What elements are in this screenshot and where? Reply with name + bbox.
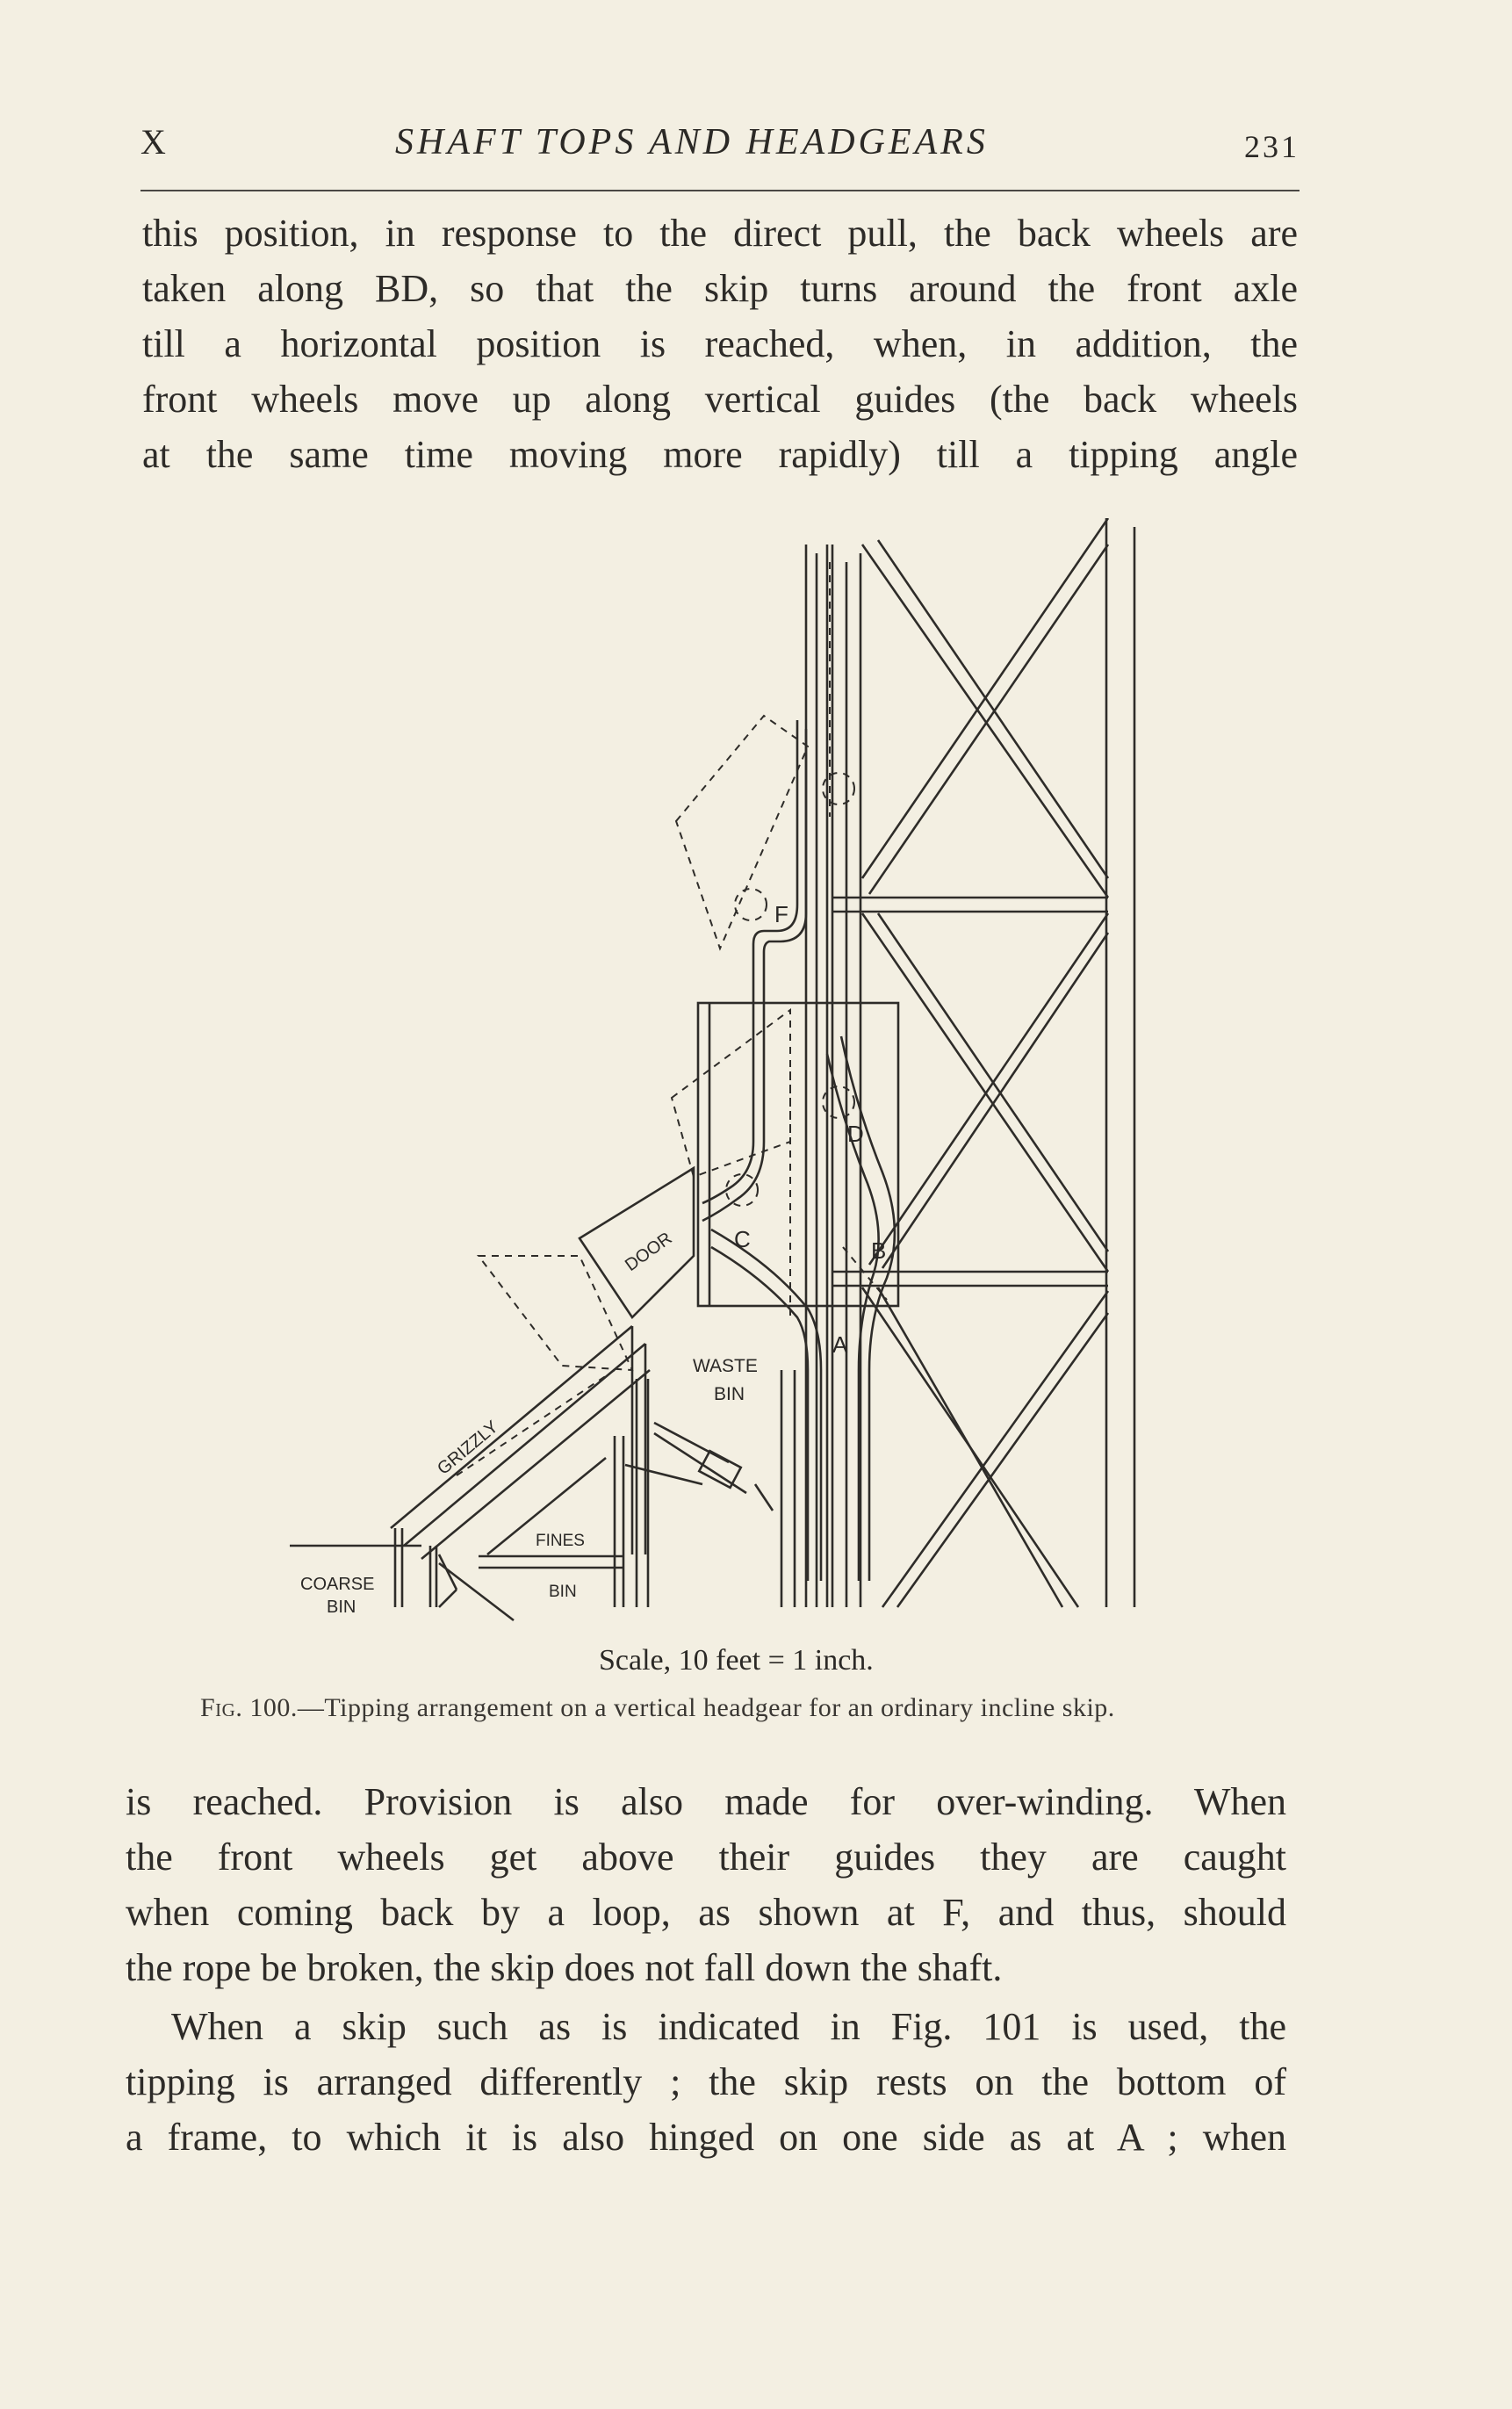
page-number: 231 (1244, 129, 1300, 164)
grizzly (391, 1326, 632, 1528)
frame-diagonal (882, 933, 1108, 1268)
text-line: front wheels move up along vertical guides (the back wheels (142, 378, 1298, 421)
skip-outline-dashed (672, 1010, 790, 1177)
text-line: When a skip such as is indicated in Fig. 101 is used, the (171, 2005, 1286, 2048)
incline-track (711, 1230, 821, 1581)
text-line: the rope be broken, the skip does not fall down the shaft. (126, 1946, 1003, 1989)
gate-lever (755, 1484, 773, 1511)
door (580, 1168, 694, 1317)
text-line: till a horizontal position is reached, when, in addition, the (142, 322, 1298, 365)
label-c: C (734, 1226, 751, 1252)
skip-outline-dashed (479, 1256, 632, 1370)
label-f: F (774, 901, 788, 927)
frame-diagonal (869, 913, 1108, 1265)
label-fines-bin: BIN (549, 1583, 577, 1601)
running-title: SHAFT TOPS AND HEADGEARS (395, 122, 989, 162)
figure-caption (200, 1693, 1115, 1723)
text-line: when coming back by a loop, as shown at F, and thus, should (126, 1891, 1286, 1934)
caption-text: —Tipping arrangement on a vertical headgear for an ordinary incline skip. (297, 1693, 1115, 1722)
fines-bin-slope (439, 1563, 514, 1620)
header-rule (140, 190, 1300, 191)
text-line: at the same time moving more rapidly) till a tipping angle (142, 433, 1298, 476)
frame-diagonal (869, 545, 1108, 894)
coarse-bin-slope (439, 1590, 457, 1607)
grizzly (404, 1344, 645, 1546)
text-line: tipping is arranged differently ; the skip rests on the bottom of (126, 2060, 1286, 2103)
gate-block (699, 1451, 741, 1488)
curved-track-bd (841, 1036, 895, 1581)
waste-bin-housing (698, 1003, 898, 1306)
tipping-arrangement-figure (263, 518, 1194, 1625)
frame-diagonal (878, 540, 1108, 878)
paragraph-top (142, 206, 1298, 482)
incline-track-inner (711, 1247, 808, 1581)
paragraph-middle (126, 1774, 1286, 1995)
front-guide (702, 1001, 764, 1221)
label-coarse-bin: BIN (327, 1598, 356, 1617)
paragraph-bottom (126, 1999, 1286, 2165)
label-a: A (832, 1331, 848, 1358)
label-grizzly: GRIZZLY (434, 1417, 502, 1479)
text-line: this position, in response to the direct pull, the back wheels are (142, 212, 1298, 255)
frame-diagonal (882, 1291, 1108, 1607)
label-fines: FINES (536, 1532, 585, 1550)
coarse-bin-slope (439, 1554, 457, 1590)
label-waste-bin: BIN (714, 1384, 745, 1404)
text-line: taken along BD, so that the skip turns around the front axle (142, 267, 1298, 310)
label-coarse: COARSE (300, 1575, 375, 1594)
caption-prefix: Fig. 100. (200, 1693, 298, 1722)
label-b: B (871, 1237, 887, 1264)
figure-scale: Scale, 10 feet = 1 inch. (599, 1644, 874, 1677)
chapter-number: X (140, 122, 168, 162)
dashed-grizzly (457, 1370, 615, 1475)
label-waste: WASTE (693, 1356, 758, 1376)
text-line: the front wheels get above their guides they are caught (126, 1836, 1286, 1879)
text-line: is reached. Provision is also made for over-winding. When (126, 1780, 1286, 1823)
label-door: DOOR (622, 1228, 676, 1276)
loop-f (753, 720, 797, 1001)
loop-f-inner (764, 729, 806, 1001)
frame-diagonal (897, 1313, 1108, 1607)
text-line: a frame, to which it is also hinged on one side as at A ; when (126, 2116, 1286, 2159)
wheel-outline (735, 889, 767, 920)
frame-diagonal (878, 1287, 1062, 1607)
running-header (140, 121, 1300, 174)
label-d: D (847, 1121, 864, 1147)
